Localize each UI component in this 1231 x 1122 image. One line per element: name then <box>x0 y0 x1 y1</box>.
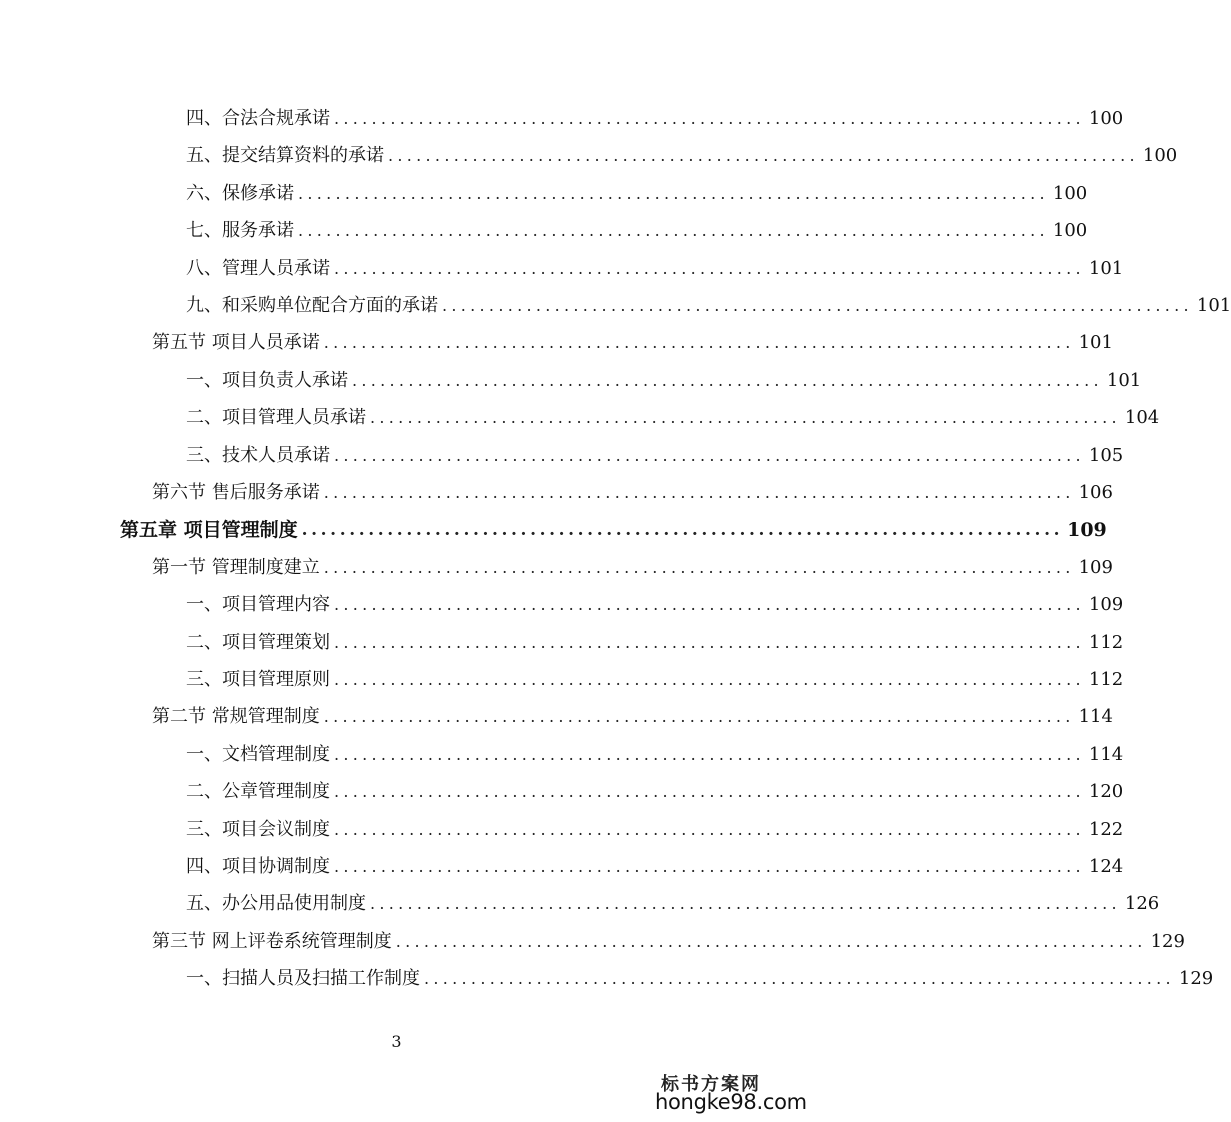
dot-leader: ................................................................................ <box>298 221 1049 240</box>
toc-entry-title: 第五节 项目人员承诺 <box>152 332 320 353</box>
toc-entry-title: 三、项目管理原则 <box>186 669 330 690</box>
toc-entry-item[interactable] <box>186 815 1124 845</box>
toc-entry-title: 第一节 管理制度建立 <box>152 557 320 578</box>
dot-leader: ................................................................................ <box>334 446 1085 465</box>
toc-entry-title: 五、提交结算资料的承诺 <box>186 145 384 166</box>
dot-leader: ................................................................................ <box>395 932 1147 951</box>
toc-entry-page: 124 <box>1088 856 1124 877</box>
toc-entry-title: 一、项目管理内容 <box>186 594 330 615</box>
dot-leader: ................................................................................ <box>352 371 1103 390</box>
toc-entry-title: 三、项目会议制度 <box>186 819 330 840</box>
toc-entry-title: 三、技术人员承诺 <box>186 445 330 466</box>
toc-entry-item[interactable] <box>186 852 1124 882</box>
toc-entry-item[interactable] <box>186 216 1088 246</box>
toc-entry-page: 129 <box>1150 931 1185 952</box>
toc-entry-page: 100 <box>1052 183 1088 204</box>
toc-entry-title: 一、文档管理制度 <box>186 744 330 765</box>
toc-entry-title: 第五章 项目管理制度 <box>120 519 298 541</box>
dot-leader: ................................................................................ <box>323 483 1075 502</box>
dot-leader: ................................................................................ <box>334 595 1085 614</box>
toc-entry-item[interactable] <box>186 628 1124 658</box>
toc-entry-page: 109 <box>1078 557 1113 578</box>
toc-entry-page: 101 <box>1078 332 1113 353</box>
toc-entry-page: 112 <box>1088 632 1124 653</box>
toc-entry-page: 112 <box>1088 669 1124 690</box>
dot-leader: ................................................................................ <box>388 146 1139 165</box>
dot-leader: ................................................................................ <box>323 558 1075 577</box>
toc-entry-title: 五、办公用品使用制度 <box>186 893 366 914</box>
toc-entry-section[interactable] <box>152 927 1185 957</box>
toc-entry-page: 106 <box>1078 482 1113 503</box>
dot-leader: ................................................................................ <box>370 408 1121 427</box>
toc-entry-page: 101 <box>1106 370 1142 391</box>
toc-entry-title: 一、扫描人员及扫描工作制度 <box>186 968 420 989</box>
toc-entry-item[interactable] <box>186 254 1124 284</box>
toc-entry-page: 104 <box>1124 407 1160 428</box>
toc-entry-chapter[interactable] <box>120 515 1107 545</box>
watermark-chinese-text: 标书方案网 <box>661 1074 761 1095</box>
toc-entry-section[interactable] <box>152 478 1113 508</box>
dot-leader: ................................................................................ <box>334 670 1085 689</box>
toc-entry-title: 二、项目管理策划 <box>186 632 330 653</box>
toc-entry-section[interactable] <box>152 328 1113 358</box>
watermark-logo <box>655 1066 807 1116</box>
toc-entry-page: 122 <box>1088 819 1124 840</box>
toc-entry-page: 101 <box>1088 258 1124 279</box>
toc-entry-page: 100 <box>1088 108 1124 129</box>
toc-entry-item[interactable] <box>186 665 1124 695</box>
dot-leader: ................................................................................ <box>334 782 1085 801</box>
toc-entry-title: 九、和采购单位配合方面的承诺 <box>186 295 438 316</box>
dot-leader: ................................................................................ <box>370 894 1121 913</box>
dot-leader: ................................................................................ <box>334 745 1085 764</box>
toc-entry-item[interactable] <box>186 441 1124 471</box>
toc-entry-item[interactable] <box>186 104 1124 134</box>
toc-entry-item[interactable] <box>186 964 1214 994</box>
dot-leader: ................................................................................ <box>334 857 1085 876</box>
toc-entry-item[interactable] <box>186 366 1142 396</box>
dot-leader: ................................................................................ <box>301 520 1064 540</box>
dot-leader: ................................................................................ <box>442 296 1193 315</box>
toc-entry-page: 100 <box>1142 145 1178 166</box>
toc-entry-title: 第三节 网上评卷系统管理制度 <box>152 931 392 952</box>
watermark-url-text: hongke98.com <box>655 1090 807 1114</box>
page-number: 3 <box>391 1032 402 1051</box>
toc-entry-item[interactable] <box>186 740 1124 770</box>
toc-entry-title: 二、公章管理制度 <box>186 781 330 802</box>
dot-leader: ................................................................................ <box>424 969 1175 988</box>
toc-entry-title: 第二节 常规管理制度 <box>152 706 320 727</box>
toc-entry-page: 109 <box>1067 519 1107 541</box>
toc-entry-title: 四、合法合规承诺 <box>186 108 330 129</box>
toc-entry-item[interactable] <box>186 889 1160 919</box>
toc-entry-section[interactable] <box>152 553 1113 583</box>
dot-leader: ................................................................................ <box>323 707 1075 726</box>
toc-entry-title: 第六节 售后服务承诺 <box>152 482 320 503</box>
toc-entry-title: 二、项目管理人员承诺 <box>186 407 366 428</box>
toc-entry-page: 126 <box>1124 893 1160 914</box>
toc-entry-item[interactable] <box>186 403 1160 433</box>
toc-entry-title: 一、项目负责人承诺 <box>186 370 348 391</box>
toc-entry-page: 120 <box>1088 781 1124 802</box>
toc-entry-section[interactable] <box>152 702 1113 732</box>
toc-entry-page: 129 <box>1178 968 1214 989</box>
toc-entry-title: 七、服务承诺 <box>186 220 294 241</box>
dot-leader: ................................................................................ <box>334 633 1085 652</box>
toc-entry-item[interactable] <box>186 141 1178 171</box>
toc-entry-page: 109 <box>1088 594 1124 615</box>
dot-leader: ................................................................................ <box>334 259 1085 278</box>
toc-entry-title: 四、项目协调制度 <box>186 856 330 877</box>
toc-entry-page: 114 <box>1088 744 1124 765</box>
toc-entry-item[interactable] <box>186 590 1124 620</box>
dot-leader: ................................................................................ <box>334 820 1085 839</box>
dot-leader: ................................................................................ <box>298 184 1049 203</box>
toc-entry-item[interactable] <box>186 179 1088 209</box>
toc-entry-title: 八、管理人员承诺 <box>186 258 330 279</box>
toc-entry-item[interactable] <box>186 291 1231 321</box>
toc-entry-page: 101 <box>1196 295 1231 316</box>
toc-entry-page: 105 <box>1088 445 1124 466</box>
dot-leader: ................................................................................ <box>323 333 1075 352</box>
toc-entry-page: 114 <box>1078 706 1113 727</box>
toc-entry-item[interactable] <box>186 777 1124 807</box>
toc-entry-title: 六、保修承诺 <box>186 183 294 204</box>
dot-leader: ................................................................................ <box>334 109 1085 128</box>
toc-entry-page: 100 <box>1052 220 1088 241</box>
